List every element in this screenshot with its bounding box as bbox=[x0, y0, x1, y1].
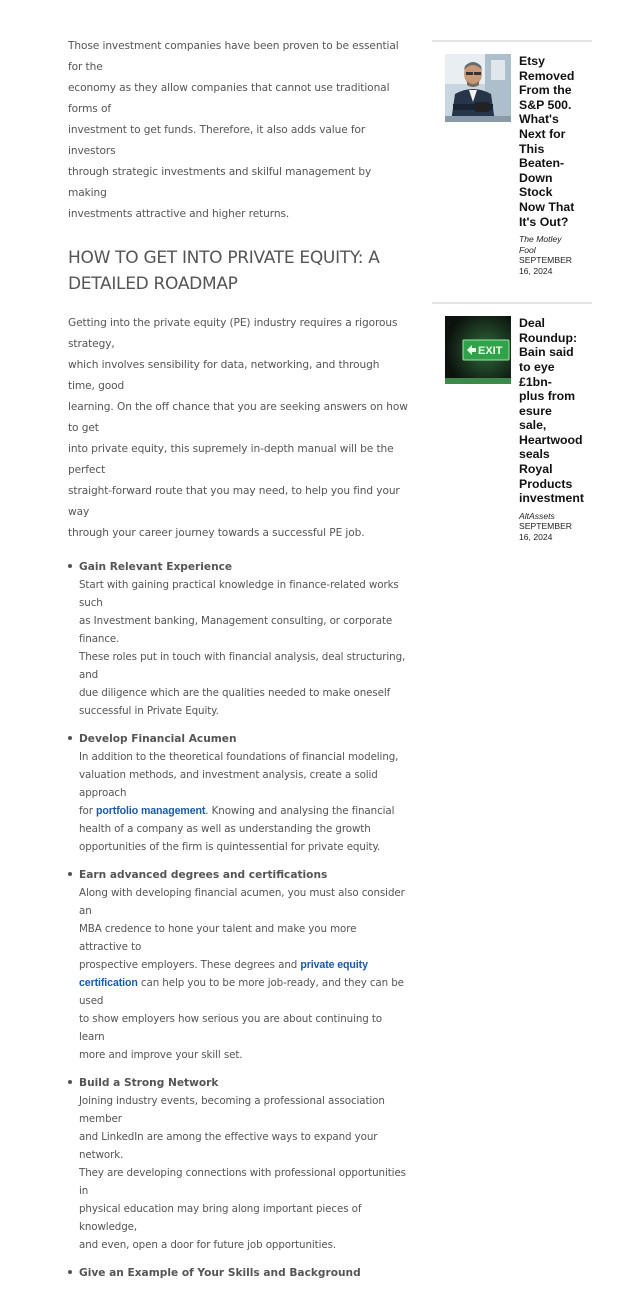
headline-line: esure bbox=[519, 403, 552, 418]
body-line: as Investment banking, Management consulting, or corporate finance. bbox=[79, 615, 393, 645]
news-card[interactable] bbox=[432, 40, 592, 276]
body-line: Start with gaining practical knowledge in finance-related works such bbox=[79, 579, 399, 609]
body-line: and LinkedIn are among the effective ways to expand your network. bbox=[79, 1131, 378, 1161]
headline-line: Stock bbox=[519, 185, 553, 200]
intro-line: investment to get funds. Therefore, it also adds value for investors bbox=[68, 124, 366, 157]
headline-line: Deal bbox=[519, 316, 545, 331]
bullet-icon bbox=[68, 1270, 72, 1274]
point-body bbox=[79, 748, 408, 856]
lead-line: straight-forward route that you may need, to help you find your way bbox=[68, 485, 400, 518]
point-title: Give an Example of Your Skills and Background bbox=[79, 1267, 361, 1279]
lead-line: which involves sensibility for data, networking, and through time, good bbox=[68, 359, 380, 392]
headline-line: seals bbox=[519, 447, 550, 462]
headline-line: It's Out? bbox=[519, 214, 569, 229]
news-thumbnail[interactable] bbox=[445, 54, 511, 122]
bullet-icon bbox=[68, 736, 72, 740]
point-title: Develop Financial Acumen bbox=[79, 733, 237, 745]
news-date bbox=[519, 255, 579, 276]
body-line: health of a company as well as understanding the growth bbox=[79, 823, 371, 835]
lead-line: Getting into the private equity (PE) industry requires a rigorous strategy, bbox=[68, 317, 398, 350]
news-thumbnail[interactable] bbox=[445, 316, 511, 384]
point-title: Gain Relevant Experience bbox=[79, 561, 233, 573]
lead-line: learning. On the off chance that you are seeking answers on how to get bbox=[68, 401, 408, 434]
headline-line: Next for bbox=[519, 126, 566, 141]
news-sidebar bbox=[432, 40, 592, 542]
headline-line: plus from bbox=[519, 389, 576, 404]
headline-line: Bain said bbox=[519, 345, 574, 360]
body-line: opportunities of the firm is quintessential for private equity. bbox=[79, 841, 381, 853]
point-body bbox=[79, 576, 408, 720]
body-line: They are developing connections with professional opportunities in bbox=[79, 1167, 406, 1197]
lead-line: into private equity, this supremely in-depth manual will be the perfect bbox=[68, 443, 394, 476]
point-title: Build a Strong Network bbox=[79, 1077, 219, 1089]
headline-line: What's bbox=[519, 112, 559, 127]
headline-line: Removed bbox=[519, 68, 575, 83]
headline-line: S&P 500. bbox=[519, 97, 572, 112]
list-item bbox=[68, 730, 408, 856]
bullet-icon bbox=[68, 872, 72, 876]
point-body bbox=[79, 884, 408, 1064]
intro-line: Those investment companies have been proven to be essential for the bbox=[68, 40, 399, 73]
list-item bbox=[68, 1074, 408, 1254]
source-line: AltAssets bbox=[519, 510, 555, 521]
lead-line: through your career journey towards a successful PE job. bbox=[68, 527, 365, 539]
point-body bbox=[79, 1092, 408, 1254]
intro-line: investments attractive and higher returns. bbox=[68, 208, 290, 220]
body-line: Along with developing financial acumen, you must also consider an bbox=[79, 887, 405, 917]
body-line: Joining industry events, becoming a professional association member bbox=[79, 1095, 385, 1125]
body-text: can help you to be more job-ready, and they can be used bbox=[79, 977, 404, 1007]
news-headline[interactable] bbox=[519, 316, 584, 506]
body-text: for bbox=[79, 805, 97, 817]
source-line: The Motley bbox=[519, 234, 562, 245]
intro-line: through strategic investments and skilful management by making bbox=[68, 166, 372, 199]
headline-line: Now That bbox=[519, 199, 575, 214]
point-title: Earn advanced degrees and certifications bbox=[79, 869, 328, 881]
intro-line: economy as they allow companies that cannot use traditional forms of bbox=[68, 82, 390, 115]
headline-line: Down bbox=[519, 170, 553, 185]
news-text bbox=[519, 54, 579, 276]
headline-line: From the bbox=[519, 83, 572, 98]
portfolio-management-link[interactable]: portfolio management bbox=[96, 805, 206, 817]
body-line: These roles put in touch with financial analysis, deal structuring, and bbox=[79, 651, 406, 681]
news-source bbox=[519, 511, 579, 522]
date-line: 16, 2024 bbox=[519, 265, 553, 276]
bullet-icon bbox=[68, 1080, 72, 1084]
list-item bbox=[68, 1264, 408, 1282]
body-text: prospective employers. These degrees and bbox=[79, 959, 301, 971]
headline-line: Royal bbox=[519, 462, 553, 477]
news-card[interactable] bbox=[432, 302, 592, 542]
list-item bbox=[68, 558, 408, 720]
heading-line: HOW TO GET INTO PRIVATE EQUITY: A bbox=[68, 248, 380, 268]
headline-line: to eye bbox=[519, 359, 555, 374]
headline-line: Products bbox=[519, 476, 573, 491]
body-line: physical education may bring along important pieces of knowledge, bbox=[79, 1203, 362, 1233]
private-equity-certification-link-cont[interactable]: certification bbox=[79, 977, 138, 989]
news-headline[interactable] bbox=[519, 54, 579, 229]
date-line: 16, 2024 bbox=[519, 531, 553, 542]
businessman-photo-icon bbox=[445, 54, 511, 122]
list-item bbox=[68, 866, 408, 1064]
headline-line: £1bn- bbox=[519, 374, 552, 389]
headline-line: This bbox=[519, 141, 545, 156]
body-line: due diligence which are the qualities needed to make oneself bbox=[79, 687, 391, 699]
heading-line: DETAILED ROADMAP bbox=[68, 274, 238, 294]
body-line: valuation methods, and investment analysis, create a solid approach bbox=[79, 769, 378, 799]
exit-sign-photo-icon bbox=[445, 316, 511, 384]
body-line: more and improve your skill set. bbox=[79, 1049, 243, 1061]
headline-line: Beaten- bbox=[519, 156, 565, 171]
news-source bbox=[519, 234, 579, 255]
exit-sign-text: EXIT bbox=[478, 345, 503, 358]
headline-line: Etsy bbox=[519, 54, 545, 68]
source-line: Fool bbox=[519, 244, 536, 255]
body-line: In addition to the theoretical foundations of financial modeling, bbox=[79, 751, 399, 763]
date-line: SEPTEMBER bbox=[519, 521, 573, 532]
body-line: successful in Private Equity. bbox=[79, 705, 219, 717]
headline-line: Roundup: bbox=[519, 330, 578, 345]
article bbox=[68, 36, 408, 1292]
private-equity-certification-link[interactable]: private equity bbox=[300, 959, 368, 971]
lead-paragraph bbox=[68, 313, 408, 544]
body-line: MBA credence to hone your talent and make you more attractive to bbox=[79, 923, 357, 953]
headline-line: investment bbox=[519, 491, 584, 506]
news-date bbox=[519, 521, 579, 542]
roadmap-list bbox=[68, 558, 408, 1282]
date-line: SEPTEMBER bbox=[519, 255, 573, 266]
headline-line: sale, bbox=[519, 418, 547, 433]
body-line: and even, open a door for future job opportunities. bbox=[79, 1239, 337, 1251]
news-text bbox=[519, 316, 584, 542]
body-text: . Knowing and analysing the financial bbox=[205, 805, 395, 817]
bullet-icon bbox=[68, 564, 72, 568]
headline-line: Heartwood bbox=[519, 432, 583, 447]
body-line: to show employers how serious you are about continuing to learn bbox=[79, 1013, 383, 1043]
intro-paragraph bbox=[68, 36, 408, 225]
section-heading bbox=[68, 245, 408, 297]
